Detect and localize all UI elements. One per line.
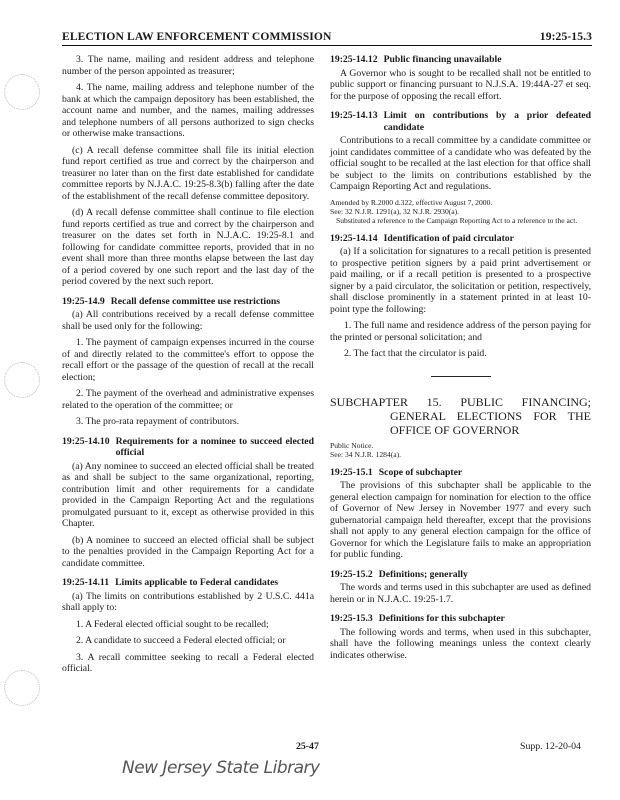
note-line: Public Notice. (330, 440, 374, 450)
subchapter-title: SUBCHAPTER 15. PUBLIC FINANCING; GENERAL ELECTIONS FOR THE OFFICE OF GOVERNOR (330, 394, 591, 437)
section-number: 19:25-14.9 (62, 295, 105, 307)
note-line: See: 32 N.J.R. 1291(a), 32 N.J.R. 2930(a). (330, 206, 460, 216)
punch-hole-middle (4, 362, 40, 398)
list-item: 3. A recall committee seeking to recall a Federal elected official. (62, 651, 314, 674)
section-heading (62, 577, 314, 589)
section-title: Limit on contributions by a prior defeated candidate (383, 110, 591, 133)
list-item: 2. The payment of the overhead and administrative expenses related to the operation of the committee; or (62, 388, 314, 411)
section-title: Definitions; generally (378, 568, 468, 580)
section-title: Definitions for this subchapter (378, 613, 505, 624)
section-heading (330, 110, 591, 133)
paragraph: (a) If a solicitation for signatures to a recall petition is presented to prospective petition signers by a paid print advertisement or paid mailing, or if a recall petition is presented to a prospective signer by a paid circulator, the solicitation or petition, respectively, shall disclose prominently in a statement printed in at least 10-point type the following: (330, 246, 591, 315)
paragraph: (a) The limits on contributions established by 2 U.S.C. 441a shall apply to: (62, 590, 314, 613)
section-heading (330, 467, 591, 479)
paragraph: (d) A recall defense committee shall continue to file election fund reports certified as true and correct by the chairperson and treasurer on the dates set forth in N.J.A.C. 19:25-8.1 and following for candidate committee reports, provided that in no event shall more than three months elapse between the last day of a period covered by one such report and the last day of the period covered by the next such report. (62, 207, 314, 287)
paragraph: 3. The name, mailing and resident address and telephone number of the person appointed as treasurer; (62, 54, 314, 77)
section-number: 19:25-14.10 (62, 435, 110, 447)
page-number: 25-47 (296, 741, 319, 752)
paragraph: (b) A nominee to succeed an elected official shall be subject to the penalties provided in the Campaign Reporting Act for a candidate committee. (62, 534, 314, 569)
library-stamp: New Jersey State Library (122, 758, 320, 778)
paragraph: (c) A recall defense committee shall file its initial election fund report certified as true and correct by the chairperson and treasurer no later than on the first date established for candidate committee reports by N.J.A.C. 19:25-8.3(b) falling after the date of the establishment of the recall defense committee depository. (62, 144, 314, 202)
section-title: Recall defense committee use restrictions (110, 295, 281, 307)
list-item: 1. The payment of campaign expenses incurred in the course of and directly related to the committee's effort to oppose the recall effort or the passage of the question of recall at the recall election; (62, 337, 314, 383)
section-number: 19:25-15.2 (330, 568, 373, 580)
separator-rule (431, 376, 491, 377)
paragraph: The words and terms used in this subchapter are used as defined herein or in N.J.A.C. 19:25-1.7. (330, 582, 591, 605)
punch-hole-bottom (4, 670, 40, 706)
punch-hole-top (4, 74, 40, 110)
paragraph: (a) Any nominee to succeed an elected official shall be treated as and shall be subject to the same organizational, reporting, contribution limit and other requirements for a candidate provided in the Campaign Reporting Act and the regulations promulgated pursuant to it, except as otherwise provided in this Chapter. (62, 460, 314, 529)
paragraph: A Governor who is sought to be recalled shall not be entitled to public support or financing pursuant to N.J.S.A. 19:44A-27 et seq. for the purpose of opposing the recall effort. (330, 67, 591, 102)
section-number: 19:25-14.13 (330, 110, 378, 121)
note-line: Amended by R.2000 d.322, effective August 7, 2000. (330, 197, 493, 207)
section-heading (330, 569, 591, 581)
section-number: 19:25-14.14 (330, 232, 378, 244)
section-title: Identification of paid circulator (383, 232, 514, 244)
running-header (62, 30, 592, 46)
section-heading (62, 436, 314, 459)
list-item: 3. The pro-rata repayment of contributors. (76, 416, 240, 427)
history-note (330, 198, 591, 225)
header-title: ELECTION LAW ENFORCEMENT COMMISSION (62, 30, 332, 43)
paragraph: Contributions to a recall committee by a candidate committee or joint candidates committee of a candidate who was defeated by the official sought to be recalled at the last election for that office shall be subject to the limits on contributions established by the Campaign Reporting Act and regulations. (330, 135, 591, 192)
header-section: 19:25-15.3 (539, 30, 592, 43)
section-number: 19:25-14.11 (62, 577, 110, 588)
section-title: Scope of subchapter (378, 466, 463, 478)
section-title: Limits applicable to Federal candidates (115, 577, 279, 588)
section-heading (330, 54, 591, 66)
note-line: See: 34 N.J.R. 1284(a). (330, 449, 402, 459)
section-number: 19:25-15.1 (330, 466, 373, 478)
paragraph: The following words and terms, when used in this subchapter, shall have the following meanings unless the context clearly indicates otherwise. (330, 626, 591, 661)
paragraph: (a) All contributions received by a recall defense committee shall be used only for the following: (62, 309, 314, 332)
list-item: 2. The fact that the circulator is paid. (344, 348, 487, 359)
section-heading (330, 233, 591, 245)
section-number: 19:25-15.3 (330, 613, 373, 624)
section-title: Requirements for a nominee to succeed elected official (115, 435, 314, 458)
supplement-date: Supp. 12-20-04 (520, 741, 581, 752)
section-title: Public financing unavailable (383, 54, 502, 65)
section-heading (62, 296, 314, 308)
section-heading (330, 613, 591, 625)
list-item: 2. A candidate to succeed a Federal elected official; or (76, 635, 286, 646)
list-item: 1. The full name and residence address of the person paying for the printed or personal solicitation; and (330, 320, 591, 343)
section-number: 19:25-14.12 (330, 54, 378, 65)
note-line: Substituted a reference to the Campaign Reporting Act to a reference to the act. (336, 215, 578, 225)
list-item: 1. A Federal elected official sought to be recalled; (76, 618, 269, 630)
paragraph: The provisions of this subchapter shall be applicable to the general election campaign for nomination for election to the office of Governor of New Jersey in November 1977 and every such gubernatorial campaign held thereafter, except that the provisions shall not apply to any general election campaign for the office of Governor for which the Legislature fails to make an appropriation for public funding. (330, 480, 591, 560)
paragraph: 4. The name, mailing address and telephone number of the bank at which the campaign depository has been established, the account name and number, and the names, mailing addresses and telephone numbers of all persons authorized to sign checks or otherwise make transactions. (62, 82, 314, 139)
public-notice (330, 441, 591, 459)
right-column (330, 54, 591, 666)
left-column (62, 54, 314, 680)
